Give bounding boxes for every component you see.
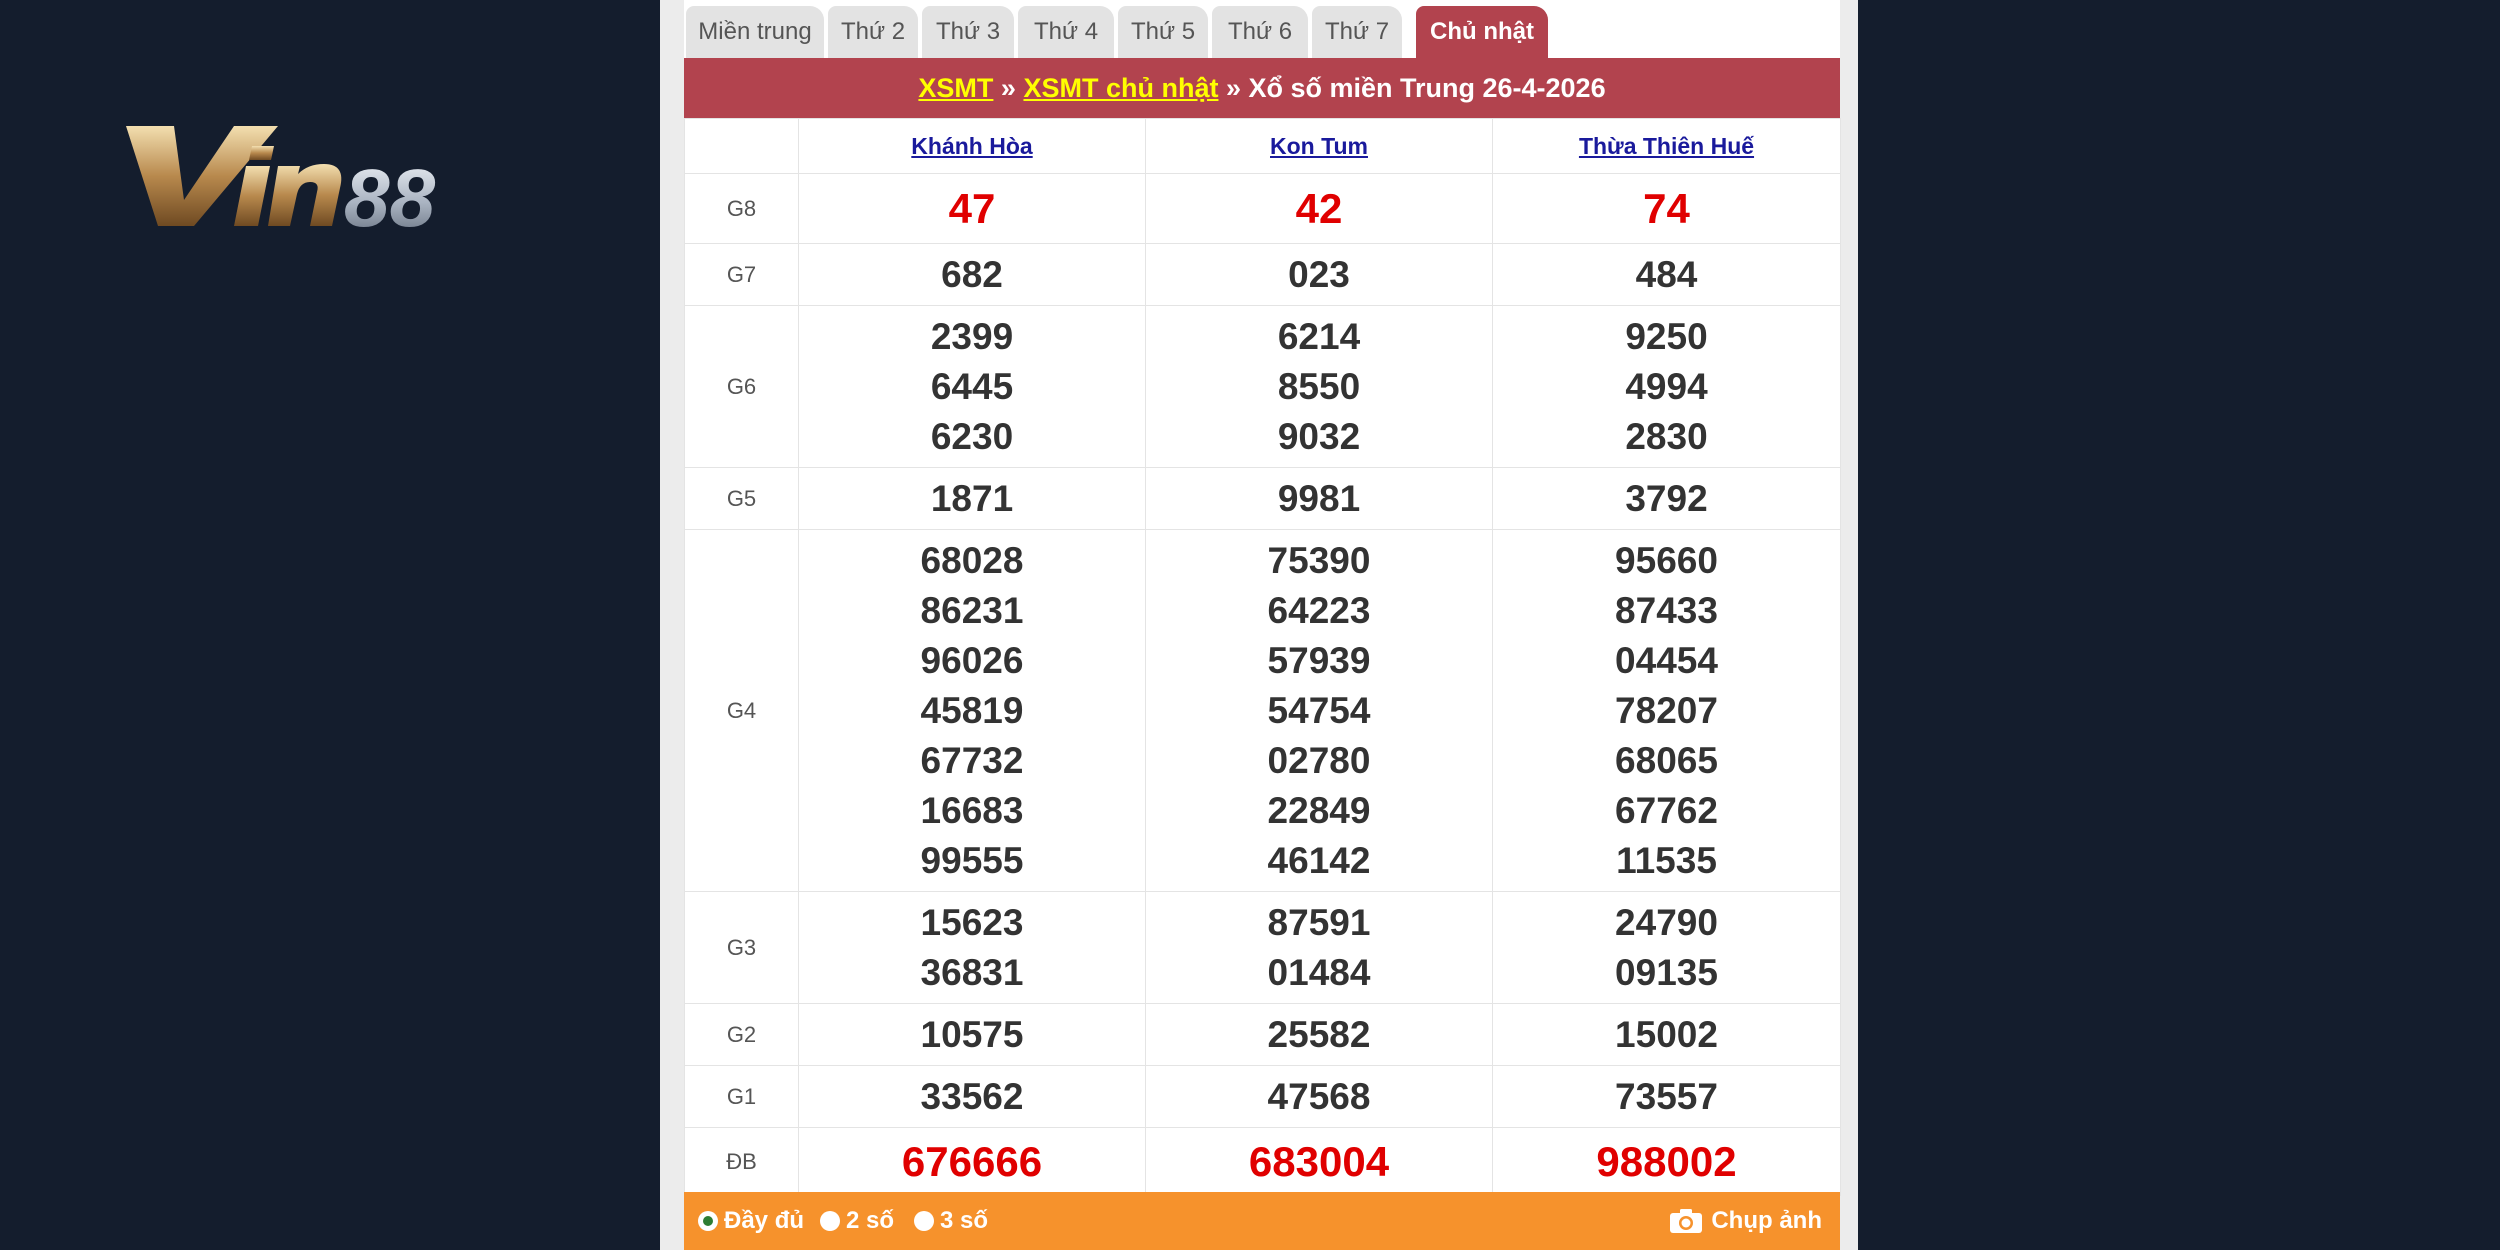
breadcrumb: [684, 58, 1840, 118]
result-number: 1871: [930, 477, 1014, 519]
result-cell: [799, 1004, 1146, 1066]
result-cell: [799, 174, 1146, 244]
result-cell: [1146, 306, 1493, 468]
result-number: 01484: [1267, 951, 1371, 993]
province-header: [799, 119, 1146, 174]
result-cell: [1493, 306, 1841, 468]
province-header: [1493, 119, 1841, 174]
result-number: 74: [1643, 184, 1690, 232]
result-cell: [799, 1066, 1146, 1128]
option-2-so[interactable]: [820, 1192, 894, 1250]
result-number: 64223: [1267, 589, 1371, 631]
result-number: 15623: [920, 901, 1024, 943]
result-number: 75390: [1267, 539, 1371, 581]
result-cell: [1146, 1066, 1493, 1128]
province-link-khanh-hoa[interactable]: Khánh Hòa: [911, 132, 1033, 159]
result-number: 24790: [1615, 901, 1718, 943]
result-number: 6214: [1277, 315, 1361, 357]
prize-label: G6: [685, 306, 799, 468]
prize-row-g7: [685, 244, 1841, 306]
result-number: 87433: [1615, 589, 1718, 631]
result-number: 87591: [1267, 901, 1371, 943]
result-cell: [799, 244, 1146, 306]
result-number: 54754: [1267, 689, 1371, 731]
result-number: 68028: [920, 539, 1024, 581]
result-number: 683004: [1248, 1137, 1390, 1185]
tab-mien-trung[interactable]: Miền trung: [686, 6, 824, 58]
result-number: 15002: [1615, 1013, 1718, 1055]
prize-label: G5: [685, 468, 799, 530]
province-link-thua-thien-hue[interactable]: Thừa Thiên Huế: [1578, 132, 1755, 159]
result-number: 10575: [920, 1013, 1024, 1055]
prize-label: ĐB: [685, 1128, 799, 1196]
result-number: 16683: [920, 789, 1024, 831]
prize-label: G1: [685, 1066, 799, 1128]
capture-button[interactable]: [1669, 1192, 1822, 1250]
result-number: 023: [1288, 253, 1350, 295]
prize-row-g6: [685, 306, 1841, 468]
result-number: 11535: [1616, 839, 1717, 881]
result-cell: [1146, 892, 1493, 1004]
result-cell: [1493, 1066, 1841, 1128]
prize-header-cell: [685, 119, 799, 174]
results-panel: [660, 0, 1858, 1250]
prize-row-g4: [685, 530, 1841, 892]
result-number: 2830: [1625, 415, 1708, 457]
result-number: 8550: [1277, 365, 1361, 407]
result-cell: [1493, 892, 1841, 1004]
prize-row-g3: [685, 892, 1841, 1004]
footer-bar: [684, 1192, 1840, 1250]
result-number: 4994: [1625, 365, 1708, 407]
result-cell: [799, 468, 1146, 530]
result-number: 42: [1295, 184, 1343, 232]
result-cell: [799, 306, 1146, 468]
result-number: 96026: [920, 639, 1024, 681]
result-cell: [1493, 1128, 1841, 1196]
result-number: 02780: [1267, 739, 1371, 781]
result-number: 45819: [920, 689, 1024, 731]
tab-thu-7[interactable]: Thứ 7: [1312, 6, 1402, 58]
result-cell: [1146, 1004, 1493, 1066]
result-number: 484: [1635, 253, 1698, 295]
radio-3-so[interactable]: [914, 1211, 934, 1231]
result-number: 47: [948, 184, 996, 232]
result-cell: [1146, 468, 1493, 530]
day-tabs: [684, 0, 1840, 58]
option-day-du[interactable]: [698, 1192, 804, 1250]
result-number: 09135: [1615, 951, 1718, 993]
tab-thu-6[interactable]: Thứ 6: [1212, 6, 1308, 58]
option-label: Đầy đủ: [724, 1207, 805, 1234]
result-number: 95660: [1615, 539, 1718, 581]
result-cell: [799, 530, 1146, 892]
result-number: 9250: [1625, 315, 1708, 357]
result-number: 676666: [901, 1137, 1043, 1185]
svg-text:88: 88: [344, 153, 436, 238]
prize-label: G8: [685, 174, 799, 244]
result-number: 57939: [1267, 639, 1371, 681]
province-header-row: [685, 119, 1841, 174]
result-number: 3792: [1625, 477, 1708, 519]
option-3-so[interactable]: [914, 1192, 988, 1250]
prize-label: G4: [685, 530, 799, 892]
breadcrumb-link-xsmt[interactable]: XSMT: [918, 73, 994, 103]
result-number: 22849: [1267, 789, 1371, 831]
tab-thu-2[interactable]: Thứ 2: [828, 6, 918, 58]
results-table: [684, 118, 1841, 1196]
result-cell: [1146, 530, 1493, 892]
result-number: 04454: [1615, 639, 1718, 681]
tab-thu-5[interactable]: Thứ 5: [1118, 6, 1208, 58]
vin88-logo: [122, 108, 482, 238]
result-cell: [1493, 244, 1841, 306]
results-container: [684, 0, 1840, 1250]
result-number: 6230: [930, 415, 1014, 457]
result-cell: [1493, 468, 1841, 530]
prize-label: G2: [685, 1004, 799, 1066]
radio-day-du[interactable]: [698, 1211, 718, 1231]
result-cell: [1146, 174, 1493, 244]
result-cell: [1493, 1004, 1841, 1066]
capture-label: Chụp ảnh: [1711, 1207, 1822, 1234]
result-number: 6445: [930, 365, 1014, 407]
breadcrumb-page-title: » Xổ số miền Trung 26-4-2026: [1218, 73, 1606, 103]
result-number: 36831: [920, 951, 1024, 993]
result-number: 99555: [920, 839, 1024, 881]
breadcrumb-link-xsmt-chu-nhat[interactable]: XSMT chủ nhật: [1023, 73, 1219, 103]
prize-label: G7: [685, 244, 799, 306]
result-number: 988002: [1596, 1137, 1737, 1185]
breadcrumb-separator: »: [993, 73, 1024, 103]
result-number: 47568: [1267, 1075, 1371, 1117]
result-cell: [799, 1128, 1146, 1196]
result-cell: [1493, 530, 1841, 892]
result-number: 33562: [920, 1075, 1024, 1117]
result-number: 86231: [920, 589, 1024, 631]
prize-label: G3: [685, 892, 799, 1004]
result-number: 67732: [920, 739, 1024, 781]
result-number: 78207: [1615, 689, 1718, 731]
prize-row-g8: [685, 174, 1841, 244]
prize-row-đb: [685, 1128, 1841, 1196]
prize-row-g2: [685, 1004, 1841, 1066]
result-cell: [1146, 1128, 1493, 1196]
result-number: 68065: [1615, 739, 1718, 781]
result-number: 73557: [1615, 1075, 1718, 1117]
result-number: 46142: [1267, 839, 1371, 881]
option-label: 3 số: [940, 1207, 989, 1234]
tab-thu-3[interactable]: Thứ 3: [922, 6, 1014, 58]
result-cell: [799, 892, 1146, 1004]
result-number: 9981: [1277, 477, 1361, 519]
tab-thu-4[interactable]: Thứ 4: [1018, 6, 1114, 58]
camera-icon: [1669, 1208, 1703, 1234]
result-number: 25582: [1267, 1013, 1371, 1055]
tab-chu-nhat[interactable]: Chủ nhật: [1416, 6, 1548, 58]
result-cell: [1493, 174, 1841, 244]
province-link-kon-tum[interactable]: Kon Tum: [1270, 132, 1368, 159]
result-number: 682: [941, 253, 1003, 295]
result-number: 9032: [1277, 415, 1361, 457]
prize-row-g1: [685, 1066, 1841, 1128]
option-label: 2 số: [846, 1207, 895, 1234]
province-header: [1146, 119, 1493, 174]
prize-row-g5: [685, 468, 1841, 530]
result-number: 67762: [1615, 789, 1718, 831]
radio-2-so[interactable]: [820, 1211, 840, 1231]
result-cell: [1146, 244, 1493, 306]
result-number: 2399: [930, 315, 1014, 357]
